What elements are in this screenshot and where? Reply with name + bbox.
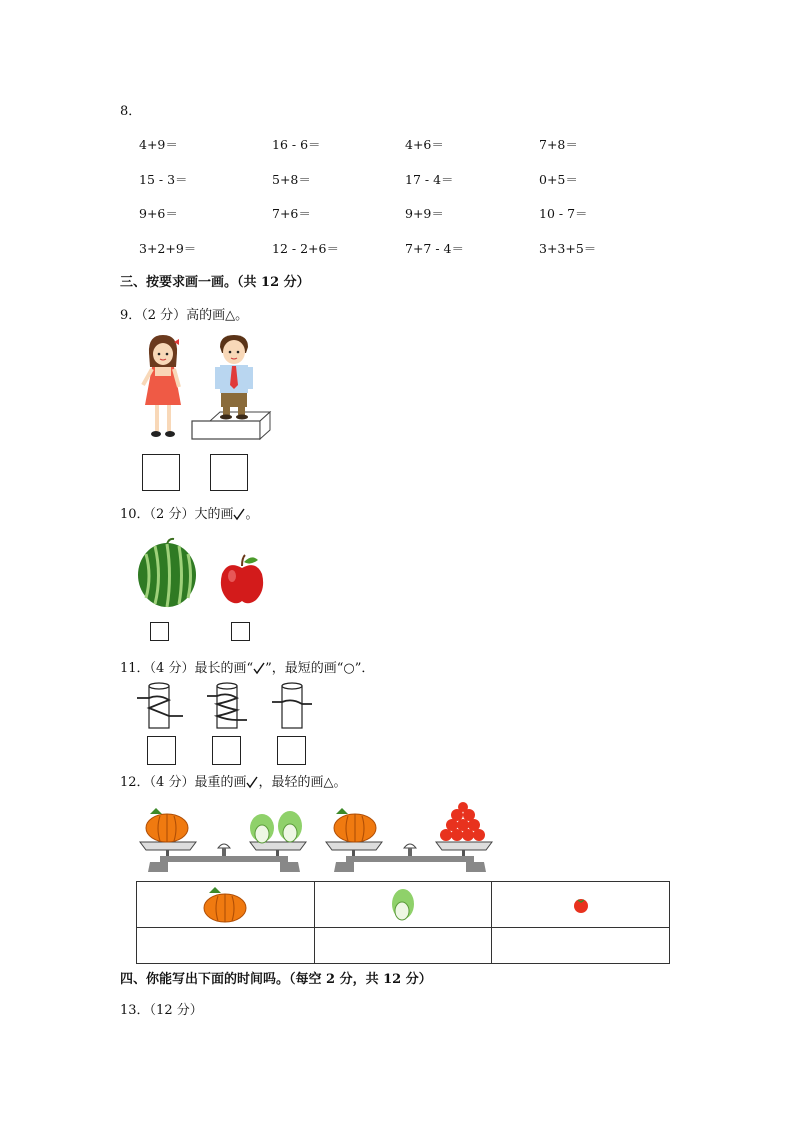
calc-item: 15 - 3＝ [139, 172, 188, 187]
question-13-text: 13．（12 分） [120, 1003, 203, 1018]
question-10-prefix: 10．（2 分）大的画 [120, 507, 234, 522]
calc-item: 17 - 4＝ [405, 172, 454, 187]
answer-box[interactable] [210, 454, 248, 491]
girl-figure-icon [138, 333, 188, 441]
answer-box[interactable] [147, 736, 176, 765]
pumpkin-cell [137, 882, 315, 928]
question-11-suffix: ”，最短的画“○”． [265, 661, 375, 676]
calc-item: 7+6＝ [272, 206, 311, 221]
balance-scale-1 [138, 804, 310, 876]
pumpkin-icon [334, 808, 376, 842]
apple-icon [218, 554, 266, 606]
check-mark-icon [233, 508, 245, 520]
cabbage-icon [391, 888, 415, 922]
answer-box[interactable] [212, 736, 241, 765]
calc-item: 0+5＝ [539, 172, 578, 187]
tomato-pile-icon [440, 802, 485, 841]
section-3-title: 三、按要求画一画。（共 12 分） [120, 275, 310, 290]
calc-item: 12 - 2+6＝ [272, 241, 339, 256]
string-cylinder-icon [137, 682, 185, 732]
balance-scale-2 [324, 804, 496, 876]
calc-item: 3+3+5＝ [539, 241, 597, 256]
answer-cell[interactable] [137, 928, 315, 964]
answer-cell[interactable] [492, 928, 670, 964]
calc-item: 4+9＝ [139, 137, 178, 152]
question-10-text [120, 507, 258, 523]
question-12-text [120, 775, 346, 791]
watermelon-icon [136, 536, 198, 608]
pumpkin-icon [203, 887, 247, 923]
answer-box[interactable] [277, 736, 306, 765]
string-cylinder-icon [268, 682, 316, 732]
check-mark-icon [253, 662, 265, 674]
answer-box[interactable] [150, 622, 169, 641]
calc-item: 7+7 - 4＝ [405, 241, 465, 256]
choice-table [136, 881, 670, 964]
calc-item: 9+6＝ [139, 206, 178, 221]
question-9-text: 9．（2 分）高的画△。 [120, 308, 249, 323]
question-11-prefix: 11．（4 分）最长的画“ [120, 661, 254, 676]
question-8-label: 8． [120, 104, 142, 119]
calc-item: 5+8＝ [272, 172, 311, 187]
question-12-suffix: ，最轻的画△。 [258, 775, 347, 790]
answer-box[interactable] [231, 622, 250, 641]
question-12-prefix: 12．（4 分）最重的画 [120, 775, 247, 790]
answer-cell[interactable] [314, 928, 492, 964]
string-cylinder-icon [203, 682, 251, 732]
section-4-title: 四、你能写出下面的时间吗。（每空 2 分，共 12 分） [120, 972, 432, 987]
calc-item: 9+9＝ [405, 206, 444, 221]
answer-box[interactable] [142, 454, 180, 491]
calc-item: 3+2+9＝ [139, 241, 197, 256]
check-mark-icon [246, 776, 258, 788]
boy-figure-icon [190, 333, 274, 441]
question-11-text [120, 661, 374, 677]
cabbage-icon [250, 814, 274, 843]
calc-item: 16 - 6＝ [272, 137, 321, 152]
tomato-icon [573, 897, 589, 913]
question-10-suffix: 。 [245, 507, 259, 522]
pumpkin-icon [146, 808, 188, 842]
cabbage-icon [278, 811, 302, 842]
calc-item: 4+6＝ [405, 137, 444, 152]
calc-item: 7+8＝ [539, 137, 578, 152]
cabbage-cell [314, 882, 492, 928]
calc-item: 10 - 7＝ [539, 206, 588, 221]
tomato-cell [492, 882, 670, 928]
